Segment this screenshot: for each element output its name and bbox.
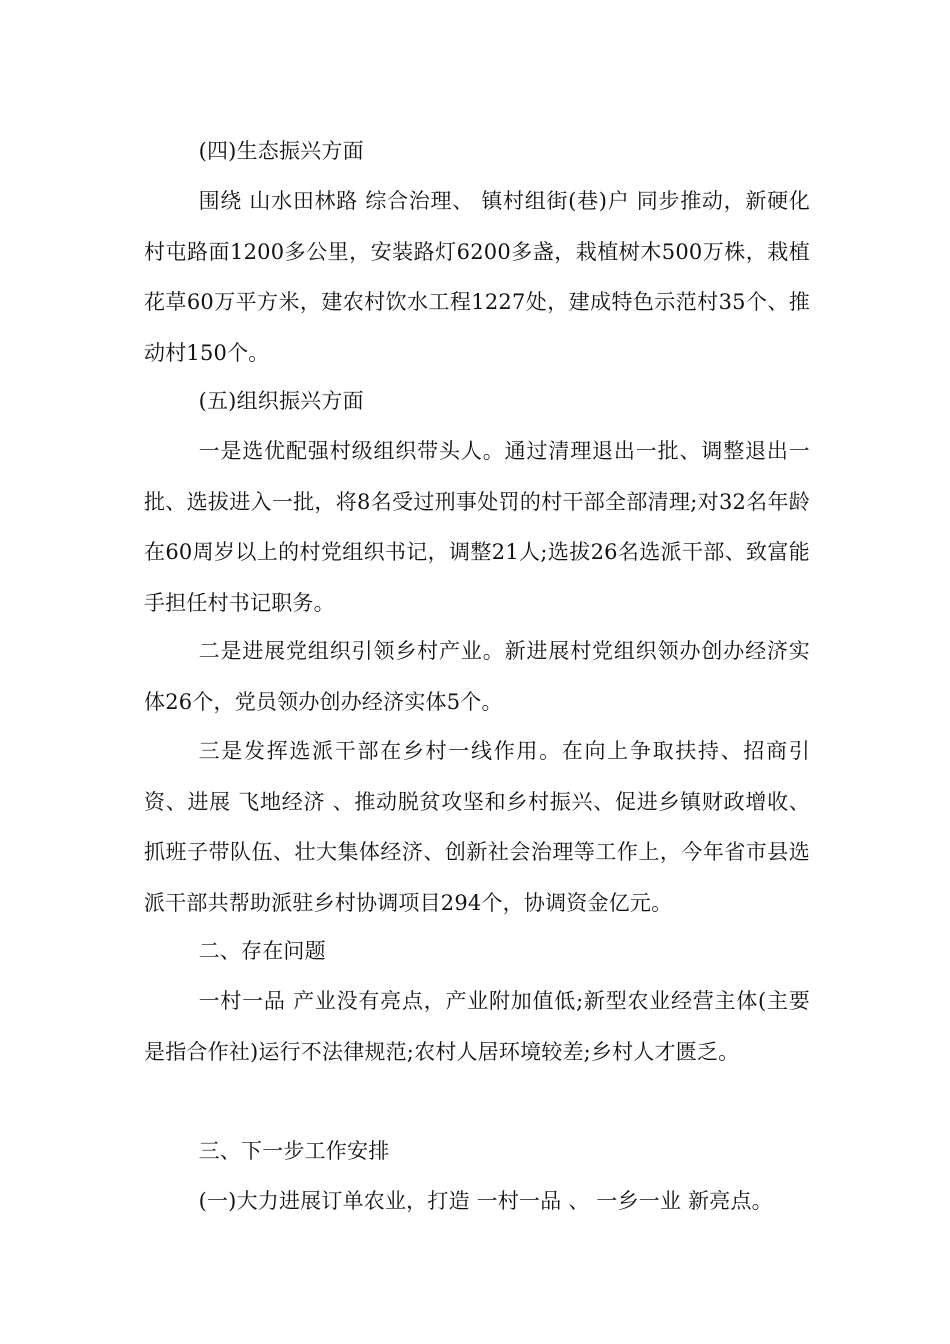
paragraph-ecology: 围绕 山水田林路 综合治理、 镇村组街(巷)户 同步推动，新硬化村屯路面1200多公里，安装路灯6200多盏，栽植树木500万株，栽植花草60万平方米，建农村饮水工程1227处，建成特色示范村35个、推动村150个。 xyxy=(144,189,810,365)
section-heading-ecology: (四)生态振兴方面 xyxy=(198,139,364,163)
section-heading-next-steps: 三、下一步工作安排 xyxy=(198,1139,390,1163)
paragraph-cadres: 三是发挥选派干部在乡村一线作用。在向上争取扶持、招商引资、进展 飞地经济 、推动脱贫攻坚和乡村振兴、促进乡镇财政增收、抓班子带队伍、壮大集体经济、创新社会治理等工作上，今年省市县选派干部共帮助派驻乡村协调项目294个，协调资金亿元。 xyxy=(144,739,810,915)
paragraph-party-industry: 二是进展党组织引领乡村产业。新进展村党组织领办创办经济实体26个，党员领办创办经济实体5个。 xyxy=(144,639,810,714)
section-heading-problems: 二、存在问题 xyxy=(198,939,326,963)
paragraph-leaders: 一是选优配强村级组织带头人。通过清理退出一批、调整退出一批、选拔进入一批，将8名受过刑事处罚的村干部全部清理;对32名年龄在60周岁以上的村党组织书记，调整21人;选拔26名选派干部、致富能手担任村书记职务。 xyxy=(144,439,810,615)
paragraph-order-agriculture: (一)大力进展订单农业，打造 一村一品 、 一乡一业 新亮点。 xyxy=(198,1189,773,1213)
section-heading-organization: (五)组织振兴方面 xyxy=(198,389,364,413)
paragraph-problems: 一村一品 产业没有亮点，产业附加值低;新型农业经营主体(主要是指合作社)运行不法律规范;农村人居环境较差;乡村人才匮乏。 xyxy=(144,989,810,1064)
